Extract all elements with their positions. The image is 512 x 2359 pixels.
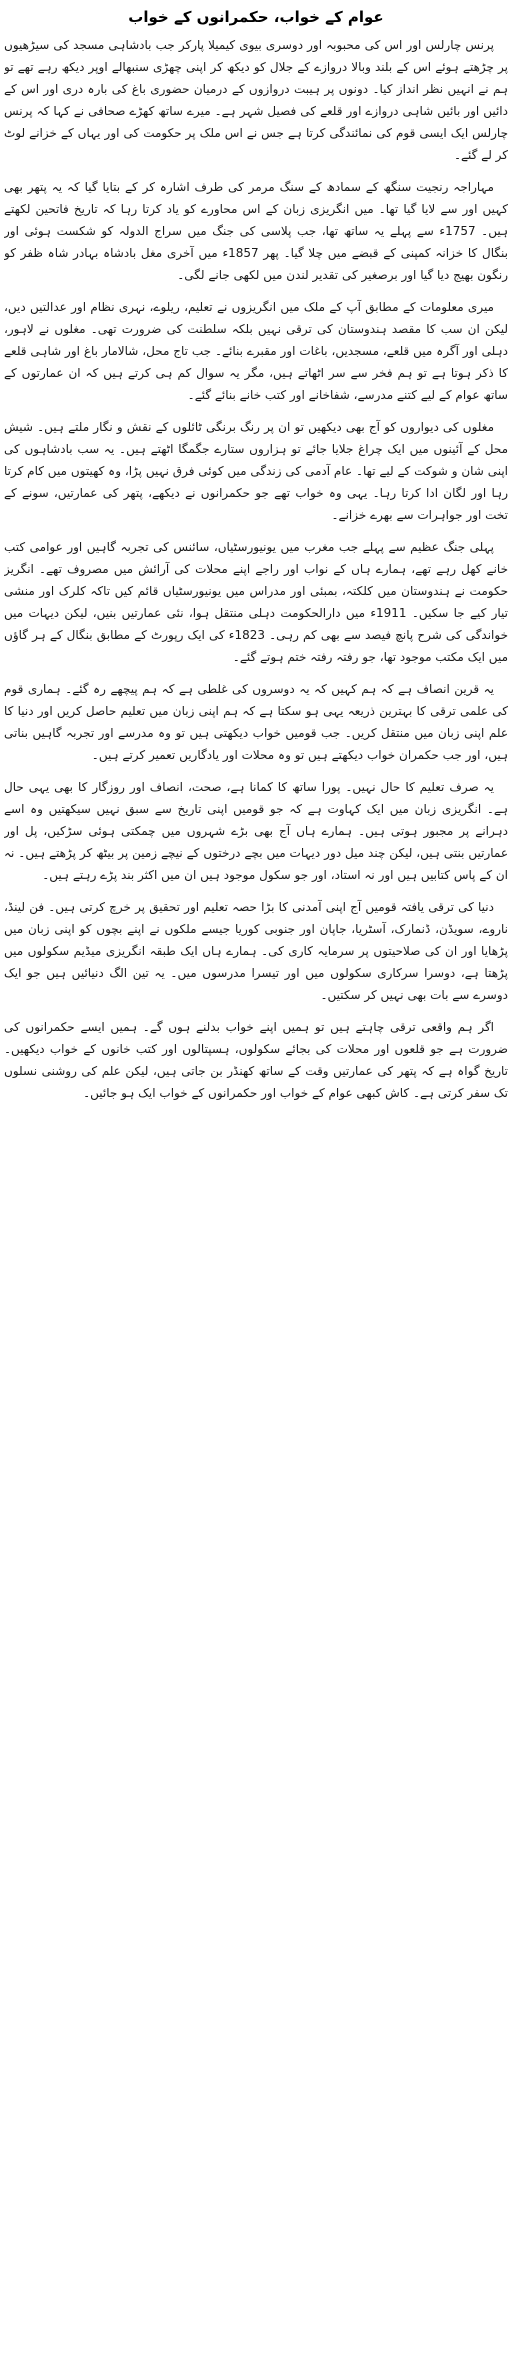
article-paragraph: مغلوں کی دیواروں کو آج بھی دیکھیں تو ان پر رنگ برنگی ٹائلوں کے نقش و نگار ملتے ہیں۔ شیش محل کے آئینوں میں ایک چراغ جلایا جائے تو ہزاروں ستارے جگمگا اٹھتے ہیں۔ یہ سب بادشاہوں کی اپنی شان و شوکت کے لیے تھا۔ عام آدمی کی زندگی میں کوئی فرق نہیں پڑا، وہ کھیتوں میں کام کرتا رہا اور لگان ادا کرتا رہا۔ یہی وہ خواب تھے جو حکمرانوں نے دیکھے، پتھر کی عمارتیں، سونے کے تخت اور جواہرات سے بھرے خزانے۔ <box>4 420 508 522</box>
article-paragraph: دنیا کی ترقی یافتہ قومیں آج اپنی آمدنی کا بڑا حصہ تعلیم اور تحقیق پر خرچ کرتی ہیں۔ فن لینڈ، ناروے، سویڈن، ڈنمارک، آسٹریا، جاپان اور جنوبی کوریا جیسے ملکوں نے اپنے بچوں کو اپنی زبان میں پڑھایا اور ان کی صلاحیتوں پر سرمایہ کاری کی۔ ہمارے ہاں ایک طبقہ انگریزی میڈیم سکولوں میں پڑھتا ہے، دوسرا سرکاری سکولوں میں اور تیسرا مدرسوں میں۔ یہ تین الگ دنیائیں ہیں جو ایک دوسرے سے بات بھی نہیں کر سکتیں۔ <box>4 900 508 1002</box>
article-paragraph: اگر ہم واقعی ترقی چاہتے ہیں تو ہمیں اپنے خواب بدلنے ہوں گے۔ ہمیں ایسے حکمرانوں کی ضرورت ہے جو قلعوں اور محلات کی بجائے سکولوں، ہسپتالوں اور کتب خانوں کے خواب دیکھیں۔ تاریخ گواہ ہے کہ پتھر کی عمارتیں وقت کے ساتھ کھنڈر بن جاتی ہیں، لیکن علم کی روشنی نسلوں تک سفر کرتی ہے۔ کاش کبھی عوام کے خواب اور حکمرانوں کے خواب ایک ہو جائیں۔ <box>4 1020 508 1100</box>
article-paragraph: مہاراجہ رنجیت سنگھ کے سمادھ کے سنگ مرمر کی طرف اشارہ کر کے بتایا گیا کہ یہ پتھر بھی کہیں اور سے لایا گیا تھا۔ میں انگریزی زبان کے اس محاورے کو یاد کرتا رہا کہ تاریخ فاتحین لکھتے ہیں۔ 1757ء سے پہلے یہ ساتھ تھا، جب پلاسی کی جنگ میں سراج الدولہ کو شکست ہوئی اور بنگال کا خزانہ کمپنی کے قبضے میں چلا گیا۔ پھر 1857ء میں آخری مغل بادشاہ بہادر شاہ ظفر کو رنگون بھیج دیا گیا اور برصغیر کی تقدیر لندن میں لکھی جانے لگی۔ <box>4 180 508 282</box>
article-headline: عوام کے خواب، حکمرانوں کے خواب <box>128 8 384 26</box>
article-paragraph: پہلی جنگ عظیم سے پہلے جب مغرب میں یونیورسٹیاں، سائنس کی تجربہ گاہیں اور عوامی کتب خانے کھل رہے تھے، ہمارے ہاں کے نواب اور راجے اپنے محلات کی آرائش میں مصروف تھے۔ انگریز حکومت نے ہندوستان میں کلکتہ، بمبئی اور مدراس میں یونیورسٹیاں قائم کیں تاکہ کلرک اور منشی تیار کیے جا سکیں۔ 1911ء میں دارالحکومت دہلی منتقل ہوا، نئی عمارتیں بنیں، لیکن دیہات میں خواندگی کی شرح پانچ فیصد سے بھی کم رہی۔ 1823ء کی ایک رپورٹ کے مطابق بنگال کے ہر گاؤں میں ایک مکتب موجود تھا، جو رفتہ رفتہ ختم ہوتے گئے۔ <box>4 540 508 664</box>
article-body <box>4 34 508 1104</box>
article-paragraph: یہ قرین انصاف ہے کہ ہم کہیں کہ یہ دوسروں کی غلطی ہے کہ ہم پیچھے رہ گئے۔ ہماری قوم کی علمی ترقی کا بہترین ذریعہ یہی ہو سکتا ہے کہ ہم اپنی زبان میں تعلیم حاصل کریں اور دنیا کا علم اپنی زبان میں منتقل کریں۔ جب قومیں خواب دیکھتی ہیں تو وہ مدرسے اور تجربہ گاہیں بناتی ہیں، اور جب حکمران خواب دیکھتے ہیں تو وہ محلات اور یادگاریں تعمیر کرتے ہیں۔ <box>4 682 508 762</box>
article-paragraph: یہ صرف تعلیم کا حال نہیں۔ پورا ساتھ کا کمانا ہے، صحت، انصاف اور روزگار کا بھی یہی حال ہے۔ انگریزی زبان میں ایک کہاوت ہے کہ جو قومیں اپنی تاریخ سے سبق نہیں سیکھتیں وہ اسے دہرانے پر مجبور ہوتی ہیں۔ ہمارے ہاں آج بھی بڑے شہروں میں چمکتی ہوئی سڑکیں، پل اور عمارتیں بنتی ہیں، لیکن چند میل دور دیہات میں بچے درختوں کے نیچے زمین پر بیٹھ کر پڑھتے ہیں۔ نہ ان کے پاس کتابیں ہیں اور نہ استاد، اور جو سکول موجود ہیں ان میں اکثر بند پڑے رہتے ہیں۔ <box>4 780 508 882</box>
article-paragraph: پرنس چارلس اور اس کی محبوبہ اور دوسری بیوی کیمیلا پارکر جب بادشاہی مسجد کی سیڑھیوں پر چڑھتے ہوئے اس کے بلند وبالا دروازے کے جلال کو دیکھ کر اپنی چھڑی سنبھالے اوپر دیکھ رہے تھے تو ہم نے انہیں نظر انداز کیا۔ دونوں پر ہیبت دروازوں کے درمیان حضوری باغ کی بارہ دری اور اس کے دائیں اور بائیں شاہی دروازے اور قلعے کی فصیل شہر ہے۔ میرے ساتھ کھڑے صحافی نے کہا کہ پرنس چارلس ایک ایسی قوم کی نمائندگی کرتا ہے جس نے اس ملک پر حکومت کی اور یہاں کے خزانے لوٹ کر لے گئے۔ <box>4 38 508 162</box>
article-paragraph: میری معلومات کے مطابق آپ کے ملک میں انگریزوں نے تعلیم، ریلوے، نہری نظام اور عدالتیں دیں، لیکن ان سب کا مقصد ہندوستان کی ترقی نہیں بلکہ سلطنت کی ضرورت تھی۔ مغلوں نے لاہور، دہلی اور آگرہ میں قلعے، مسجدیں، باغات اور مقبرے بنائے۔ جب تاج محل، شالامار باغ اور شاہی قلعے کا ذکر ہوتا ہے تو ہم فخر سے سر اٹھاتے ہیں، مگر یہ سوال کم ہی کرتے ہیں کہ ان عمارتوں کے ساتھ عوام کے لیے کتنے مدرسے، شفاخانے اور کتب خانے بنائے گئے۔ <box>4 300 508 402</box>
article-page <box>4 6 508 2353</box>
